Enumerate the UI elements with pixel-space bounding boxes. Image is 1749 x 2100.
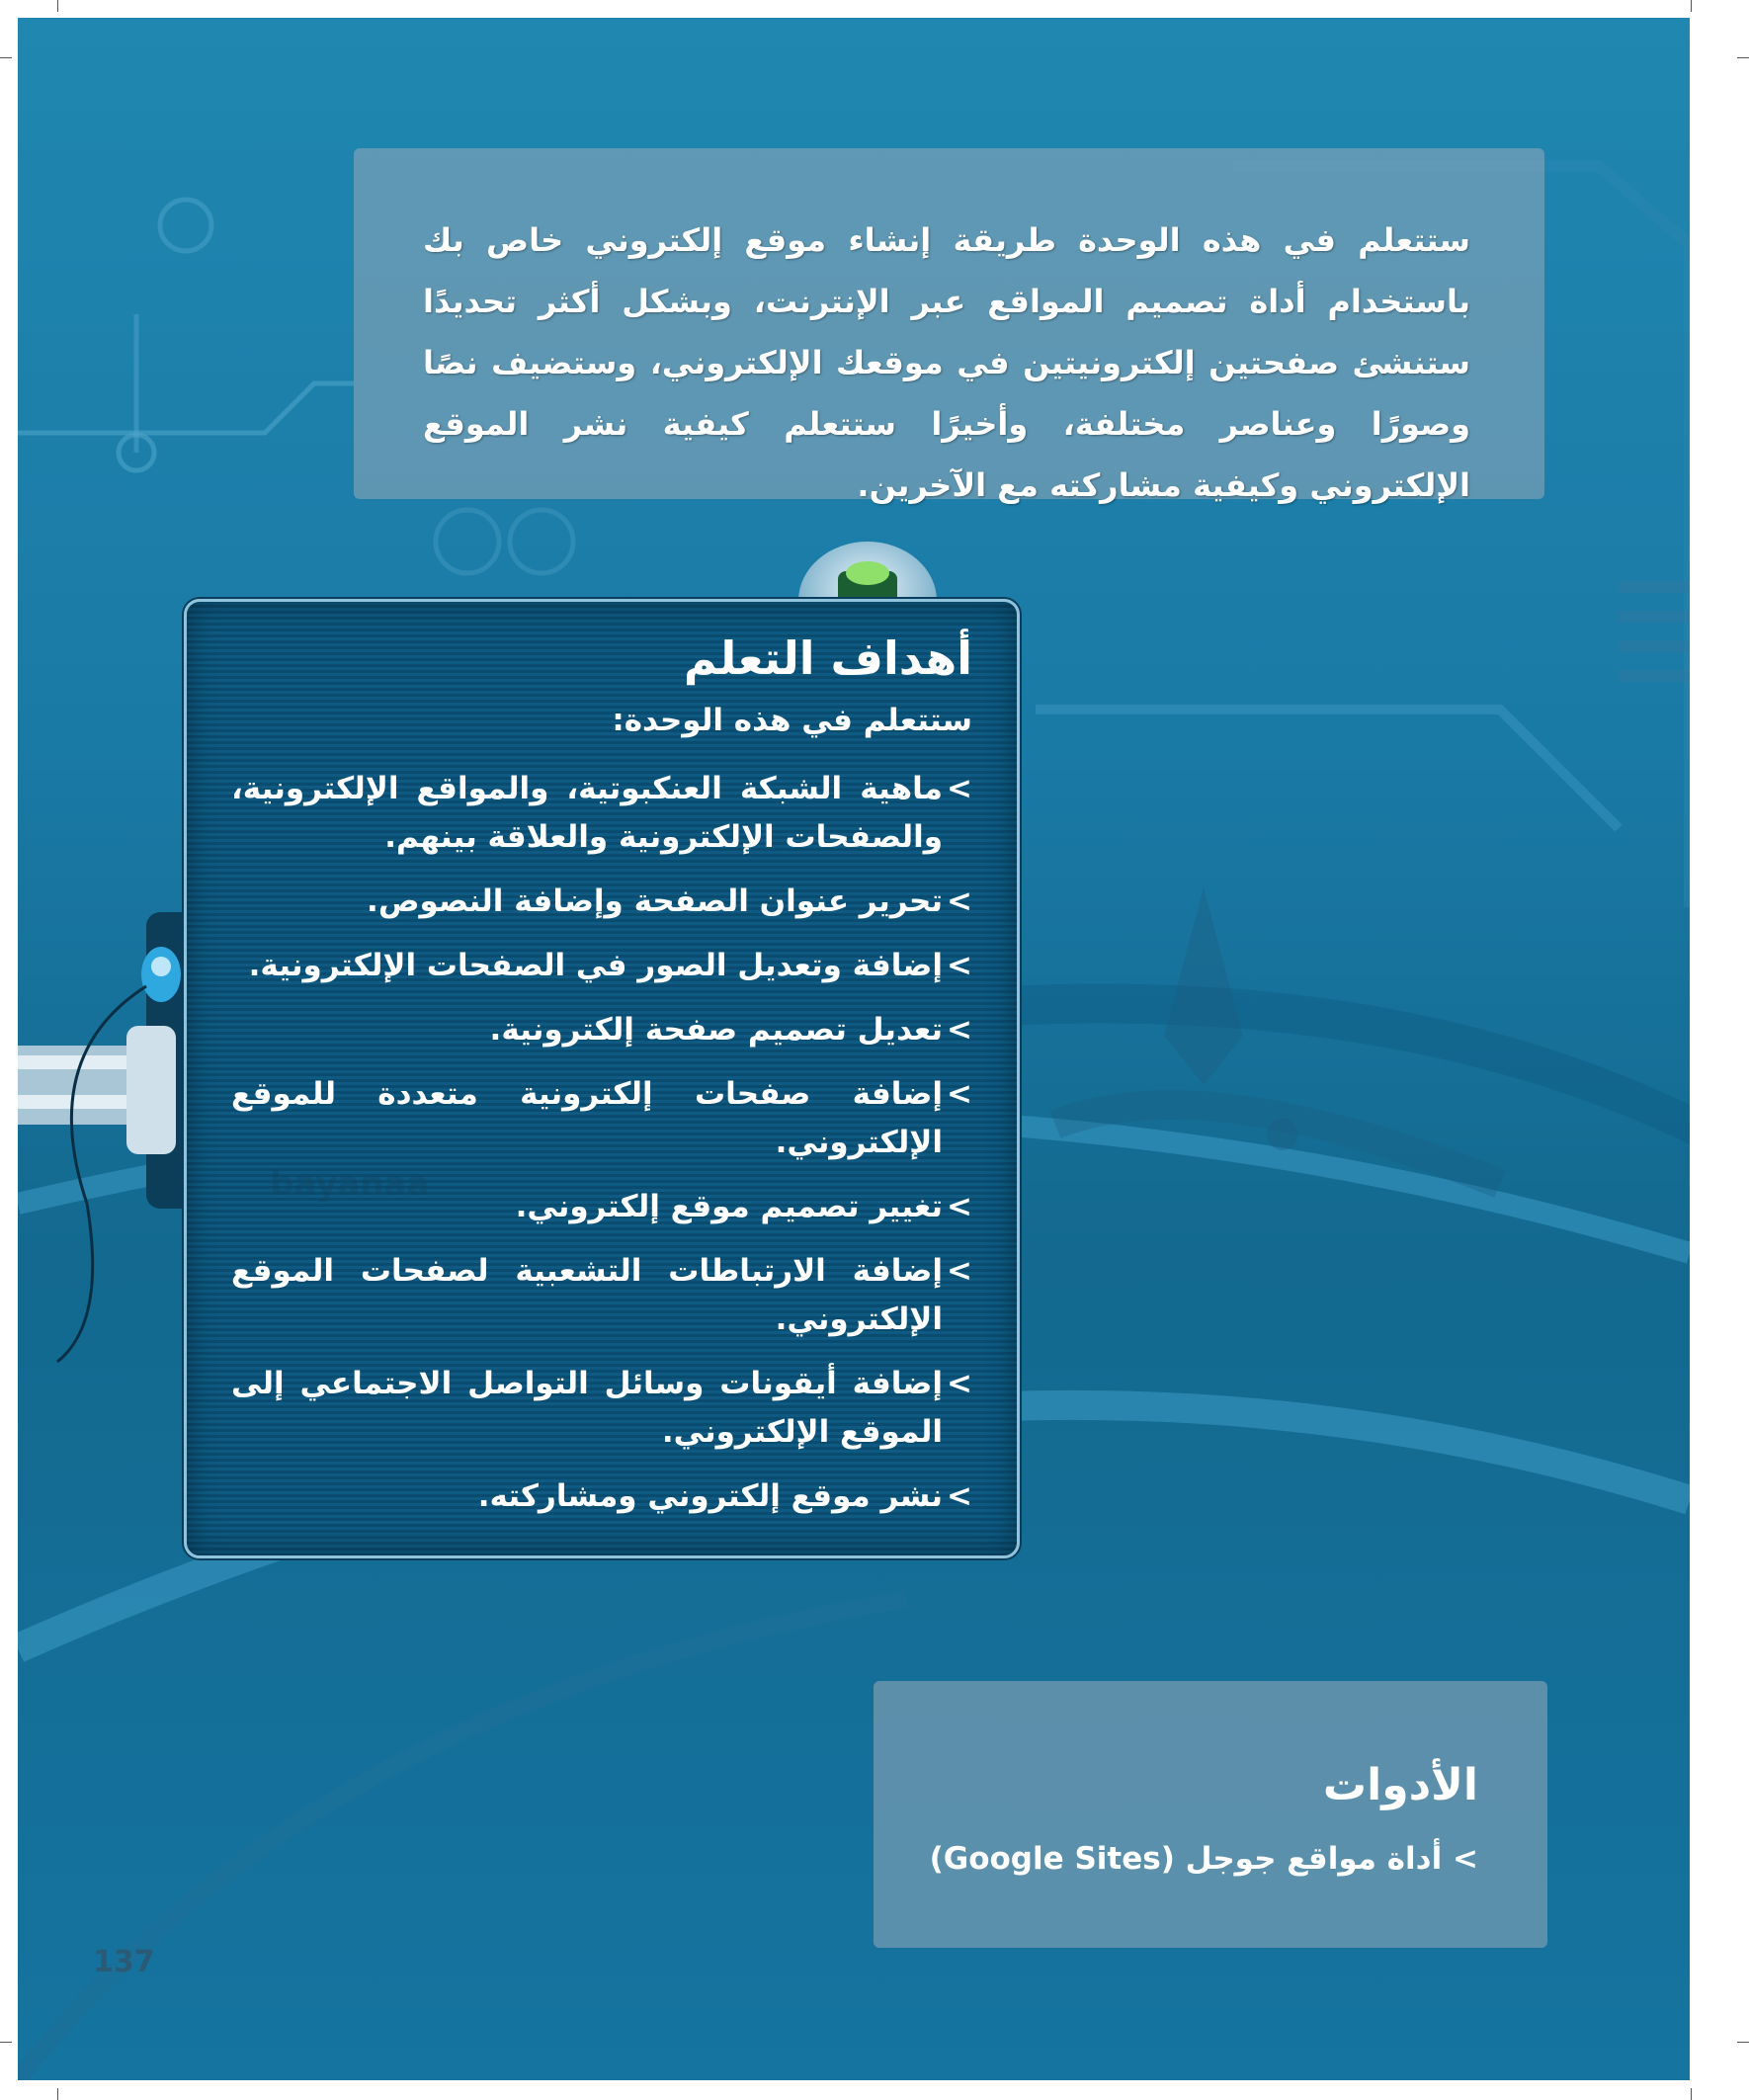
goal-item [231, 765, 972, 862]
bullet-arrow-icon: > [1453, 1841, 1478, 1877]
intro-panel [354, 148, 1544, 504]
bullet-arrow-icon: > [947, 771, 972, 806]
goals-subtitle: ستتعلم في هذه الوحدة: [612, 703, 972, 738]
intro-text: ستتعلم في هذه الوحدة طريقة إنشاء موقع إلكتروني خاص بك باستخدام أداة تصميم المواقع عبر الإنترنت، وبشكل أكثر تحديدًا ستنشئ صفحتين إلكترونيتين في موقعك الإلكتروني، وستضيف نصًا وصورًا وعناصر مختلفة، وأخيرًا ستتعلم كيفية نشر الموقع الإلكتروني وكيفية مشاركته مع الآخرين. [423, 221, 1470, 504]
crop-mark [57, 2088, 58, 2100]
crop-mark [1737, 57, 1749, 58]
goal-item-text: إضافة أيقونات وسائل التواصل الاجتماعي إلى الموقع الإلكتروني. [231, 1366, 943, 1450]
goal-item-text: إضافة وتعديل الصور في الصفحات الإلكترونية. [248, 948, 943, 983]
page-number: 137 [93, 1945, 155, 1979]
crop-mark [1691, 2088, 1692, 2100]
bullet-arrow-icon: > [947, 1189, 972, 1224]
goal-item-text: تعديل تصميم صفحة إلكترونية. [489, 1012, 943, 1048]
goal-item [231, 1006, 972, 1054]
bullet-arrow-icon: > [947, 1366, 972, 1401]
goal-item [231, 1070, 972, 1167]
goal-item-text: إضافة الارتباطات التشعبية لصفحات الموقع الإلكتروني. [231, 1253, 943, 1337]
tools-title: الأدوات [1322, 1760, 1478, 1810]
crop-mark [57, 0, 58, 12]
goals-title: أهداف التعلم [683, 631, 972, 685]
goal-item-text: تغيير تصميم موقع إلكتروني. [515, 1189, 943, 1224]
bullet-arrow-icon: > [947, 1253, 972, 1289]
goal-item [231, 942, 972, 990]
goals-list [231, 765, 972, 1537]
goal-item [231, 878, 972, 926]
goal-item-text: تحرير عنوان الصفحة وإضافة النصوص. [367, 883, 943, 919]
crop-mark [1737, 2042, 1749, 2043]
goal-item [231, 1247, 972, 1344]
goal-item-text: نشر موقع إلكتروني ومشاركته. [477, 1478, 943, 1514]
goal-item-text: إضافة صفحات إلكترونية متعددة للموقع الإلكتروني. [231, 1076, 943, 1160]
bullet-arrow-icon: > [947, 948, 972, 983]
tools-item-label: أداة مواقع جوجل (Google Sites) [929, 1841, 1443, 1877]
page [18, 18, 1690, 2080]
learning-goals-panel [184, 599, 1020, 1558]
watermark-text: bayanaa [270, 1164, 430, 1204]
crop-mark [0, 57, 12, 58]
crop-mark [0, 2042, 12, 2043]
crop-mark [1691, 0, 1692, 12]
goal-item [231, 1360, 972, 1457]
bullet-arrow-icon: > [947, 883, 972, 919]
goal-item [231, 1472, 972, 1521]
tools-item [930, 1841, 1478, 1877]
bullet-arrow-icon: > [947, 1076, 972, 1112]
tools-panel [874, 1681, 1547, 1948]
goal-item-text: ماهية الشبكة العنكبوتية، والمواقع الإلكترونية، والصفحات الإلكترونية والعلاقة بينهم. [231, 771, 943, 855]
bullet-arrow-icon: > [947, 1478, 972, 1514]
bullet-arrow-icon: > [947, 1012, 972, 1048]
